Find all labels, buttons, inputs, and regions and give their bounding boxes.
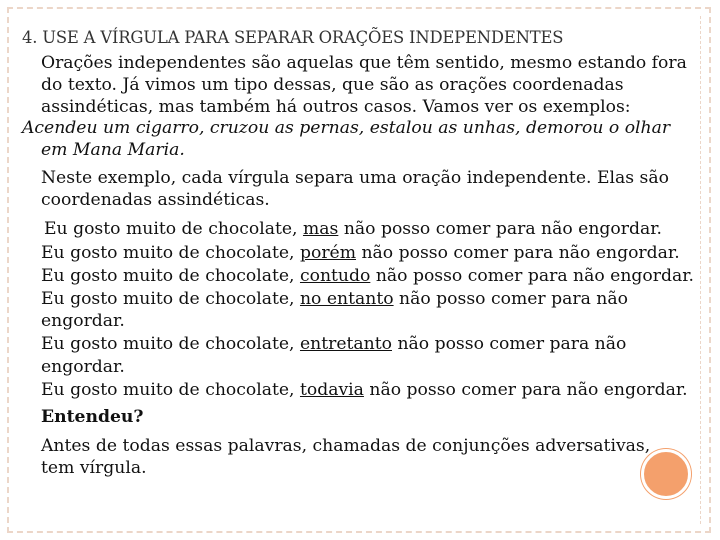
example-line	[41, 242, 680, 264]
example-line	[44, 218, 662, 240]
section-heading	[22, 27, 563, 49]
example-prefix: Eu gosto muito de chocolate,	[41, 243, 295, 263]
conjunction: contudo	[299, 266, 371, 286]
example-rest: não posso comer para não engordar.	[361, 243, 680, 263]
intro-line-3: assindéticas, mas também há outros casos. Vamos ver os exemplos:	[41, 97, 631, 117]
example-wrap: engordar.	[41, 357, 125, 377]
example-rest: não posso comer para não engordar.	[343, 219, 663, 239]
example-rest: não posso comer para não	[399, 289, 628, 309]
explanation-line-2: coordenadas assindéticas.	[41, 190, 270, 210]
example-rest: não posso comer para não engordar.	[369, 380, 688, 400]
example-line	[41, 333, 626, 355]
quote-line-1: Acendeu um cigarro, cruzou as pernas, estalou as unhas, demorou o olhar	[22, 118, 671, 138]
example-line	[41, 265, 694, 287]
heading-text: USE A VÍRGULA PARA SEPARAR ORAÇÕES INDEPENDENTES	[42, 28, 564, 47]
example-prefix: Eu gosto muito de chocolate,	[41, 334, 295, 354]
explanation-line-1: Neste exemplo, cada vírgula separa uma oração independente. Elas são	[41, 168, 669, 188]
conjunction: porém	[299, 243, 357, 263]
conjunction: no entanto	[299, 289, 394, 309]
example-prefix: Eu gosto muito de chocolate,	[41, 266, 295, 286]
example-line	[41, 288, 628, 310]
conjunction: todavia	[299, 380, 364, 400]
example-wrap: engordar.	[41, 311, 125, 331]
intro-line-1: Orações independentes são aquelas que têm sentido, mesmo estando fora	[41, 53, 687, 73]
quote-line-2: em Mana Maria.	[41, 140, 185, 160]
example-rest: não posso comer para não engordar.	[375, 266, 695, 286]
conclusion-line-1: Antes de todas essas palavras, chamadas de conjunções adversativas,	[41, 436, 651, 456]
example-prefix: Eu gosto muito de chocolate,	[44, 219, 298, 239]
intro-line-2: do texto. Já vimos um tipo dessas, que são as orações coordenadas	[41, 75, 624, 95]
heading-number: 4.	[22, 28, 38, 47]
conclusion-line-2: tem vírgula.	[41, 458, 147, 478]
example-line	[41, 379, 688, 401]
example-rest: não posso comer para não	[397, 334, 627, 354]
example-prefix: Eu gosto muito de chocolate,	[41, 380, 295, 400]
question-text: Entendeu?	[41, 407, 144, 427]
slide-right-rule	[700, 16, 702, 524]
conjunction: entretanto	[299, 334, 392, 354]
conjunction: mas	[302, 219, 339, 239]
example-prefix: Eu gosto muito de chocolate,	[41, 289, 295, 309]
